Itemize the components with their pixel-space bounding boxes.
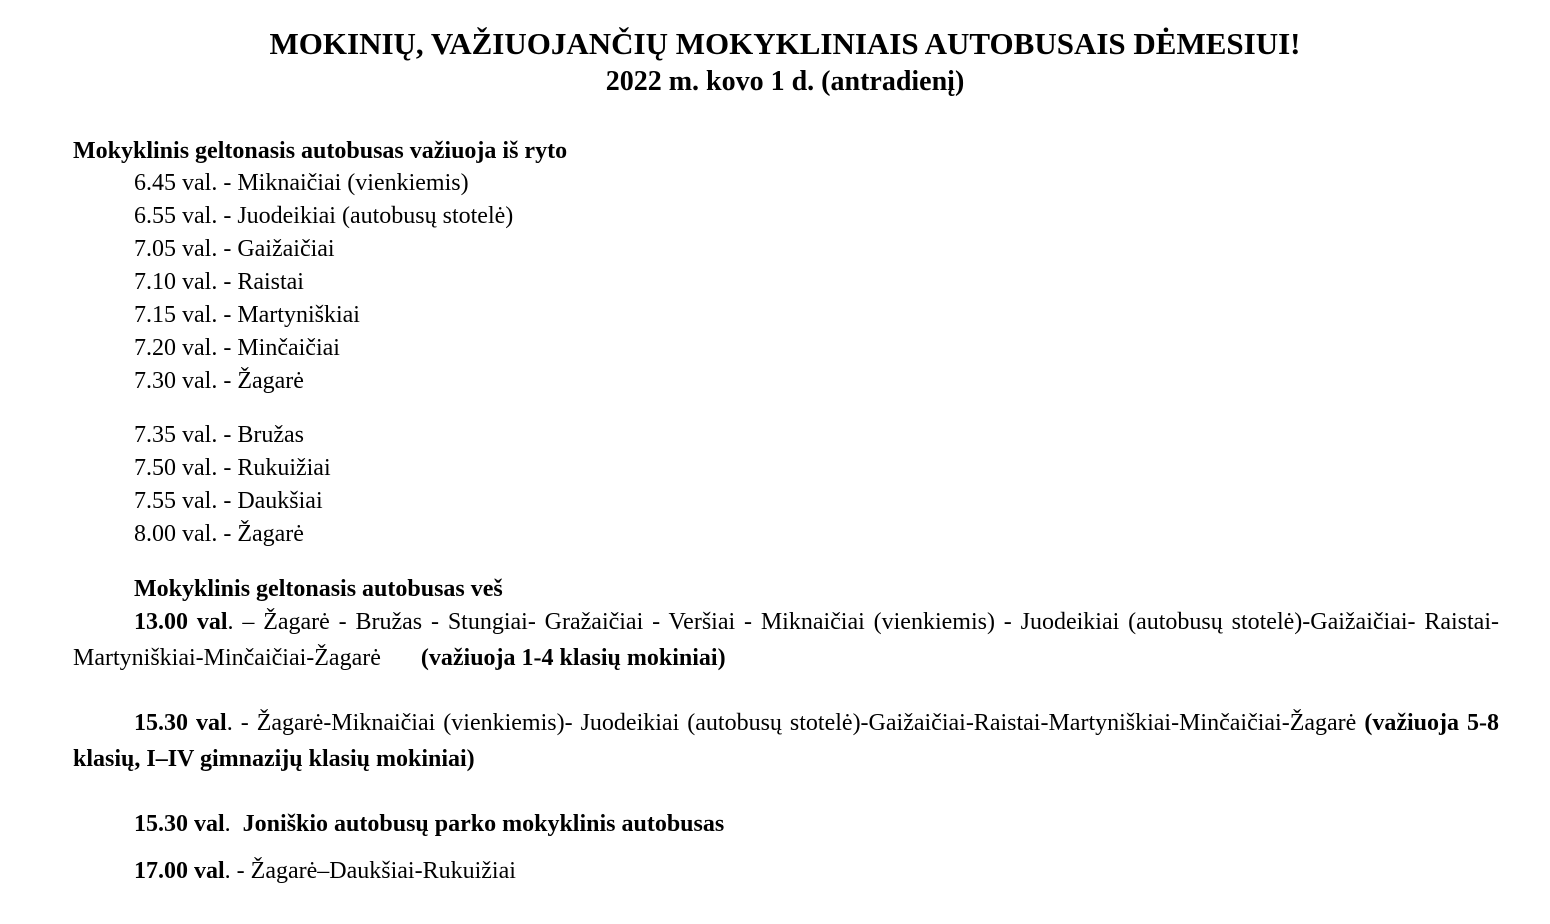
morning-stop: 7.20 val. - Minčaičiai <box>134 335 340 361</box>
route-stops: . - Žagarė-Miknaičiai (vienkiemis)- Juodeikiai (autobusų stotelė)-Gaižaičiai-Raistai-Martyniškiai-Minčaičiai-Žagarė <box>226 710 1357 736</box>
route-time: 17.00 val <box>134 858 225 884</box>
route-time: 15.30 val <box>134 710 227 736</box>
route-stops: . – Žagarė - Bružas - Stungiai- Gražaičiai - Veršiai - Miknaičiai (vienkiemis) - Juodeikiai (autobusų stotelė)-Gaižaičiai- Raistai-Martyniškiai-Minčaičiai-Žagarė <box>73 609 1499 671</box>
page-subtitle: 2022 m. kovo 1 d. (antradienį) <box>605 66 965 97</box>
route-stops: Joniškio autobusų parko mokyklinis autobusas <box>242 811 725 837</box>
afternoon-heading: Mokyklinis geltonasis autobusas veš <box>134 576 503 602</box>
route-15-30 <box>73 705 1499 777</box>
route-13-00 <box>73 604 1499 676</box>
page-title: MOKINIŲ, VAŽIUOJANČIŲ MOKYKLINIAIS AUTOBUSAIS DĖMESIUI! <box>269 26 1301 61</box>
morning-stop: 6.55 val. - Juodeikiai (autobusų stotelė) <box>134 203 514 229</box>
morning-stop: 7.55 val. - Daukšiai <box>134 488 323 514</box>
route-separator: . <box>224 811 243 837</box>
morning-stop: 7.15 val. - Martyniškiai <box>134 302 360 328</box>
morning-stop: 7.30 val. - Žagarė <box>134 368 304 394</box>
route-note: (važiuoja 1-4 klasių mokiniai) <box>420 645 726 671</box>
morning-stop: 6.45 val. - Miknaičiai (vienkiemis) <box>134 170 469 196</box>
route-note: (važiuoja 5-8 klasių, I–IV gimnazijų klasių mokiniai) <box>73 710 1500 772</box>
route-joniskis <box>134 809 724 839</box>
morning-heading: Mokyklinis geltonasis autobusas važiuoja iš ryto <box>73 138 568 164</box>
route-stops: . - Žagarė–Daukšiai-Rukuižiai <box>224 858 516 884</box>
route-time: 13.00 val <box>134 609 228 635</box>
route-time: 15.30 val <box>134 811 225 837</box>
morning-stop: 7.05 val. - Gaižaičiai <box>134 236 335 262</box>
morning-stop: 7.50 val. - Rukuižiai <box>134 455 331 481</box>
morning-stop: 7.35 val. - Bružas <box>134 422 304 448</box>
morning-stop: 8.00 val. - Žagarė <box>134 521 304 547</box>
morning-stop: 7.10 val. - Raistai <box>134 269 304 295</box>
route-17-00 <box>134 856 516 886</box>
